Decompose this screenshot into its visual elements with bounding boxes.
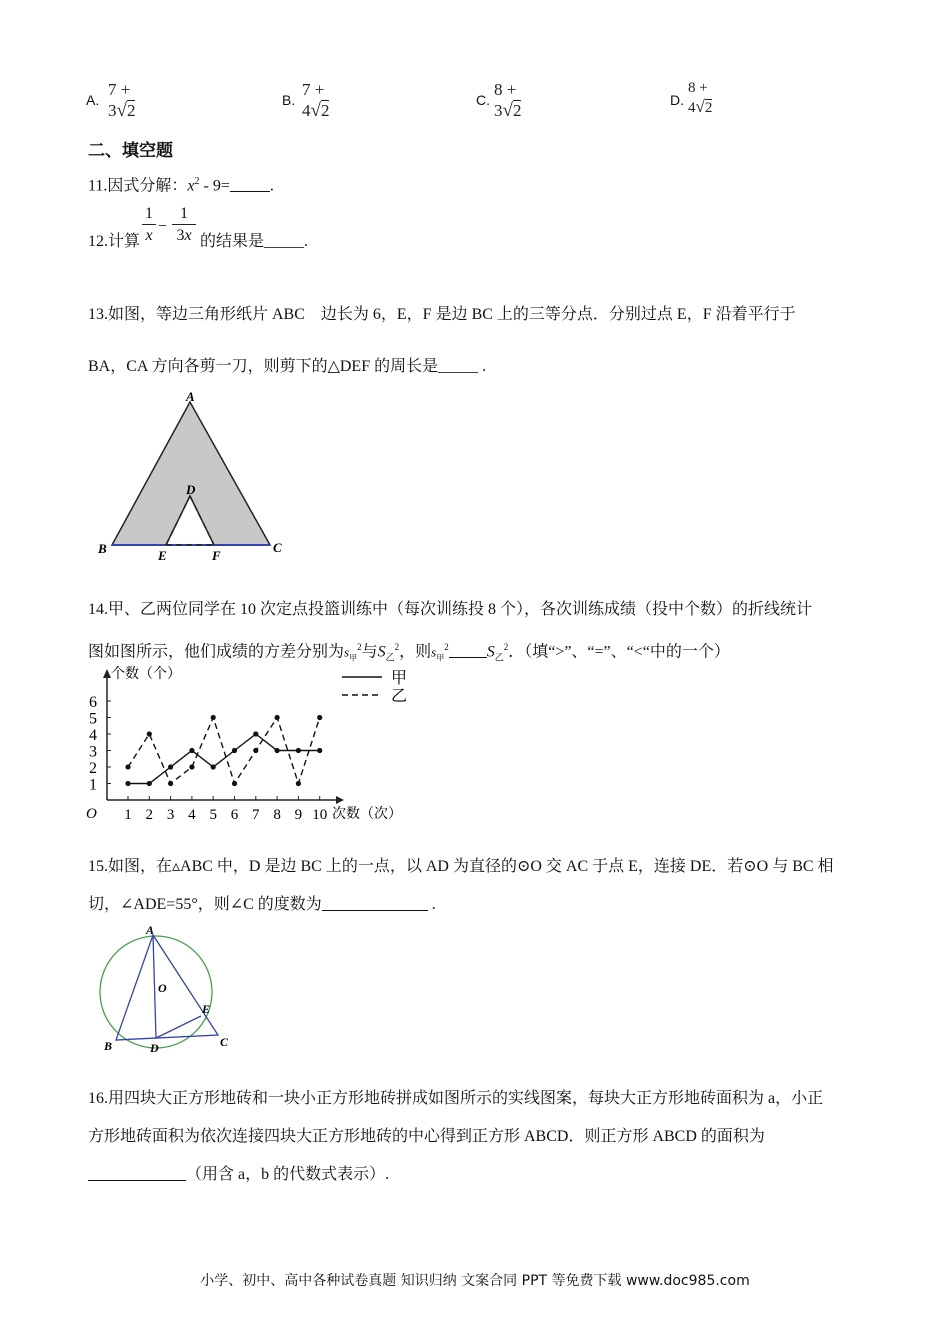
y-tick-label: 2 <box>89 760 97 777</box>
answer-blank[interactable] <box>88 1164 186 1181</box>
data-point <box>232 781 237 786</box>
data-point <box>168 781 173 786</box>
question-13-line-2: BA，CA 方向各剪一刀，则剪下的△DEF 的周长是_____ . <box>88 358 487 375</box>
question-16-line-3: （用含 a，b 的代数式表示）. <box>88 1164 389 1185</box>
data-point <box>211 764 216 769</box>
data-point <box>317 748 322 753</box>
question-11: 11.因式分解：$x^2 - 9=$ . <box>88 176 274 195</box>
x-axis-label: 次数（次） <box>332 807 402 822</box>
triangle-figure <box>92 388 292 564</box>
fraction-1: 1 x <box>142 204 156 247</box>
segment-de <box>156 1016 201 1038</box>
y-tick-label: 1 <box>89 776 97 794</box>
x-tick-label: 3 <box>166 807 175 823</box>
x-tick-label: 10 <box>312 807 328 823</box>
label-b: B <box>98 541 107 556</box>
y-tick-label: 5 <box>89 710 97 728</box>
data-point <box>125 781 130 786</box>
label-d: D <box>186 482 196 497</box>
data-point <box>211 715 216 720</box>
option-letter: D. <box>670 92 684 108</box>
y-tick-label: 6 <box>89 694 97 711</box>
shaded-region <box>112 402 270 545</box>
option-letter: B. <box>282 92 296 108</box>
data-point <box>253 731 258 736</box>
label-c: C <box>220 1035 229 1049</box>
label-e: E <box>158 548 167 563</box>
label-f: F <box>212 548 221 563</box>
label-d: D <box>150 1041 159 1055</box>
question-13-line-1: 13.如图，等边三角形纸片 ABC 边长为 6，E，F 是边 BC 上的三等分点．分别过点 E，F 沿着平行于 <box>88 306 796 323</box>
question-16-line-1: 16.用四块大正方形地砖和一块小正方形地砖拼成如图所示的实线图案，每块大正方形地砖面积为 a，小正 <box>88 1090 824 1107</box>
question-15-line-2: 切，∠ADE=55°，则∠C 的度数为 . <box>88 896 436 913</box>
option-expression: 7 + 4√2 <box>302 80 330 121</box>
origin-label: O <box>86 806 97 822</box>
label-e: E <box>202 1002 211 1016</box>
label-o: O <box>158 981 167 995</box>
label-c: C <box>273 540 282 555</box>
label-b: B <box>104 1039 113 1053</box>
data-point <box>317 715 322 720</box>
y-axis-label: 个数（个） <box>111 667 181 682</box>
question-14-line-2: 图如图所示，他们成绩的方差分别为$s_甲^2$与$S_乙^2$，则$s_甲^2$ $S_乙^2$．（填“>”、“=”、“<“中的一个） <box>88 642 730 663</box>
data-point <box>275 748 280 753</box>
x-tick-label: 6 <box>230 807 239 823</box>
y-axis-arrow <box>103 669 111 678</box>
x-tick-label: 1 <box>124 807 132 823</box>
data-point <box>253 748 258 753</box>
circle-figure <box>96 922 236 1058</box>
label-a: A <box>146 923 155 937</box>
x-tick-label: 7 <box>252 807 260 823</box>
data-point <box>189 748 194 753</box>
x-tick-label: 4 <box>188 807 196 823</box>
triangle-abc <box>116 935 218 1040</box>
x-tick-label: 2 <box>145 807 154 823</box>
legend-label: 甲 <box>391 670 408 687</box>
diameter-ad <box>153 935 156 1038</box>
label-a: A <box>186 389 195 404</box>
data-point <box>275 715 280 720</box>
question-16-line-2: 方形地砖面积为依次连接四块大正方形地砖的中心得到正方形 ABCD．则正方形 ABCD 的面积为 <box>88 1128 765 1145</box>
question-14-line-1: 14.甲、乙两位同学在 10 次定点投篮训练中（每次训练投 8 个），各次训练成绩（投中个数）的折线统计 <box>88 601 813 618</box>
answer-blank[interactable] <box>322 894 428 911</box>
option-expression: 8 + 4√2 <box>688 80 713 116</box>
x-tick-label: 9 <box>294 807 303 823</box>
fraction-2: 1 3x <box>172 204 196 247</box>
x-axis-arrow <box>336 796 344 804</box>
data-point <box>147 731 152 736</box>
x-tick-label: 5 <box>209 807 217 823</box>
x-tick-label: 8 <box>273 807 281 823</box>
data-point <box>147 781 152 786</box>
page-footer: 小学、初中、高中各种试卷真题 知识归纳 文案合同 PPT 等免费下载 www.doc985.com <box>200 1273 750 1289</box>
legend-label: 乙 <box>391 688 408 705</box>
section-title: 二、填空题 <box>88 141 173 161</box>
data-point <box>189 764 194 769</box>
y-tick-label: 4 <box>89 727 97 744</box>
y-tick-label: 3 <box>89 743 97 761</box>
data-point <box>296 781 301 786</box>
options-row <box>86 80 886 121</box>
option-expression: 7 + 3√2 <box>108 80 136 121</box>
data-point <box>168 764 173 769</box>
data-point <box>232 748 237 753</box>
question-15-line-1: 15.如图，在▵ABC 中，D 是边 BC 上的一点，以 AD 为直径的⊙O 交 AC 于点 E，连接 DE．若⊙O 与 BC 相 <box>88 858 834 875</box>
data-point <box>296 748 301 753</box>
option-letter: A. <box>86 92 100 108</box>
answer-blank[interactable] <box>230 175 270 192</box>
option-expression: 8 + 3√2 <box>494 80 522 121</box>
option-letter: C. <box>476 92 490 108</box>
data-point <box>125 764 130 769</box>
answer-blank[interactable] <box>449 641 487 658</box>
line-chart <box>84 662 424 830</box>
